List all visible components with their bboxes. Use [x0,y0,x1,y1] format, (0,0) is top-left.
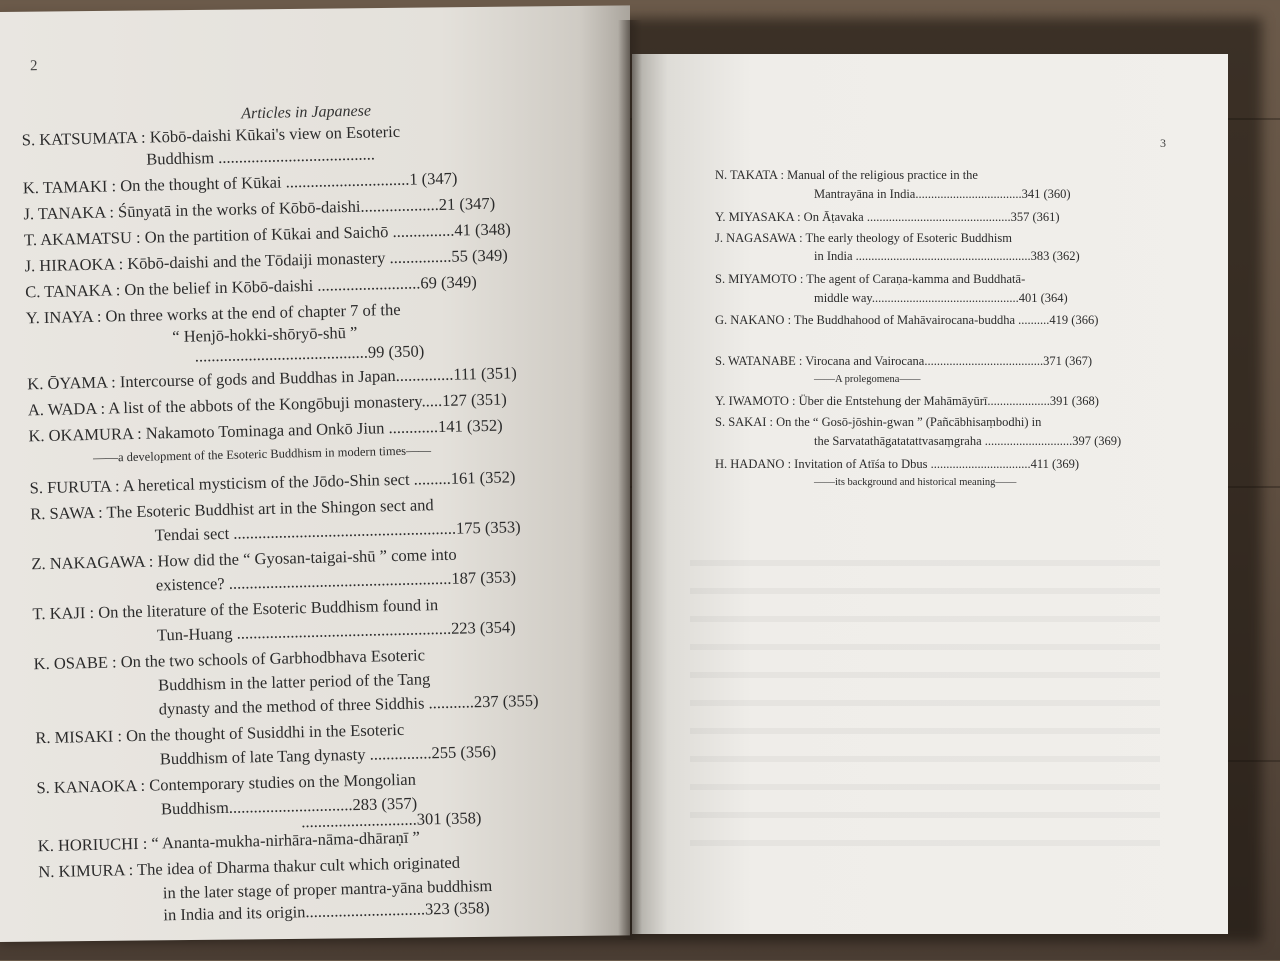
toc-line: J. TANAKA : Śūnyatā in the works of Kōbō-daishi...................21 (347) [23,193,496,224]
toc-line: ............................301 (358) [301,808,482,832]
toc-line: in India and its origin.............................323 (358) [163,897,490,925]
toc-line: Y. MIYASAKA : On Āṭavaka ..............................................357 (361) [715,210,1060,224]
toc-line: T. KAJI : On the literature of the Esoteric Buddhism found in [32,595,439,624]
toc-line: K. OSABE : On the two schools of Garbhodbhava Esoteric [33,645,426,674]
toc-line: middle way...............................................401 (364) [814,291,1068,305]
toc-line: H. HADANO : Invitation of Atīśa to Dbus ................................411 (369) [715,457,1080,471]
toc-line: Z. NAKAGAWA : How did the “ Gyosan-taigai-shū ” come into [31,544,457,574]
toc-line: S. WATANABE : Virocana and Vairocana......................................371 (367) [715,354,1093,368]
toc-line: Y. IWAMOTO : Über die Entstehung der Mahāmāyūrī....................391 (368) [715,394,1099,408]
toc-line: R. SAWA : The Esoteric Buddhist art in the Shingon sect and [30,495,434,524]
toc-subtitle: ——A prolegomena—— [814,374,921,385]
toc-line: Buddhism of late Tang dynasty ...............255 (356) [159,741,497,769]
toc-line: J. HIRAOKA : Kōbō-daishi and the Tōdaiji monastery ...............55 (349) [24,245,508,276]
toc-line: G. NAKANO : The Buddhahood of Mahāvairocana-buddha ..........419 (366) [715,313,1099,327]
page-number-right: 3 [1160,136,1166,150]
toc-line: N. KIMURA : The idea of Dharma thakur cult which originated [38,852,461,882]
toc-line: T. AKAMATSU : On the partition of Kūkai and Saichō ...............41 (348) [23,219,511,250]
toc-line: J. NAGASAWA : The early theology of Esoteric Buddhism [715,231,1012,245]
toc-line: S. KANAOKA : Contemporary studies on the Mongolian [36,769,417,798]
toc-line: in India ........................................................383 (362) [814,249,1080,263]
toc-subtitle: ——its background and historical meaning—— [814,477,1017,488]
toc-line: Y. INAYA : On three works at the end of chapter 7 of the [25,299,401,328]
toc-line: S. KATSUMATA : Kōbō-daishi Kūkai's view on Esoteric [21,121,401,150]
toc-line: K. OKAMURA : Nakamoto Tominaga and Onkō Jiun ............141 (352) [28,415,503,446]
toc-line: S. SAKAI : On the “ Gosō-jōshin-gwan ” (Pañcābhisaṃbodhi) in [715,415,1042,429]
toc-line: the Sarvatathāgatatattvasaṃgraha ............................397 (369) [814,434,1122,448]
toc-line: Buddhism..............................283 (357) [160,793,418,819]
toc-line: Tendai sect ......................................................175 (353) [154,517,521,545]
toc-line: K. TAMAKI : On the thought of Kūkai ..............................1 (347) [22,168,458,198]
page-number-left: 2 [29,58,38,75]
toc-line: C. TANAKA : On the belief in Kōbō-daishi .........................69 (349) [24,272,477,302]
toc-line: N. TAKATA : Manual of the religious practice in the [715,168,978,182]
toc-line: in the later stage of proper mantra-yāna buddhism [162,875,493,903]
toc-line: Mantrayāna in India..................................341 (360) [814,187,1071,201]
toc-line: ..........................................99 (350) [194,341,425,366]
toc-line: A. WADA : A list of the abbots of the Kongōbuji monastery.....127 (351) [27,389,507,420]
toc-line: R. MISAKI : On the thought of Susiddhi in the Esoteric [35,719,405,748]
toc-line: dynasty and the method of three Siddhis ...........237 (355) [158,690,539,719]
toc-line: S. MIYAMOTO : The agent of Caraṇa-kamma and Buddhatā- [715,272,1026,286]
toc-line: existence? ......................................................187 (353) [155,567,517,595]
section-heading: Articles in Japanese [241,102,372,123]
toc-line: K. HORIUCHI : “ Ananta-mukha-nirhāra-nāma-dhāraṇī ” [37,827,421,856]
toc-line: Tun-Huang ....................................................223 (354) [156,617,516,645]
toc-subtitle: ——a development of the Esoteric Buddhism in modern times—— [92,443,432,465]
toc-line: “ Henjō-hokki-shōryō-shū ” [172,322,358,347]
toc-line: S. FURUTA : A heretical mysticism of the Jōdo-Shin sect .........161 (352) [29,467,516,498]
toc-line: Buddhism ...................................... [146,144,376,169]
toc-line: K. ŌYAMA : Intercourse of gods and Buddhas in Japan..............111 (351) [27,363,517,394]
toc-line: Buddhism in the latter period of the Tang [157,669,431,695]
